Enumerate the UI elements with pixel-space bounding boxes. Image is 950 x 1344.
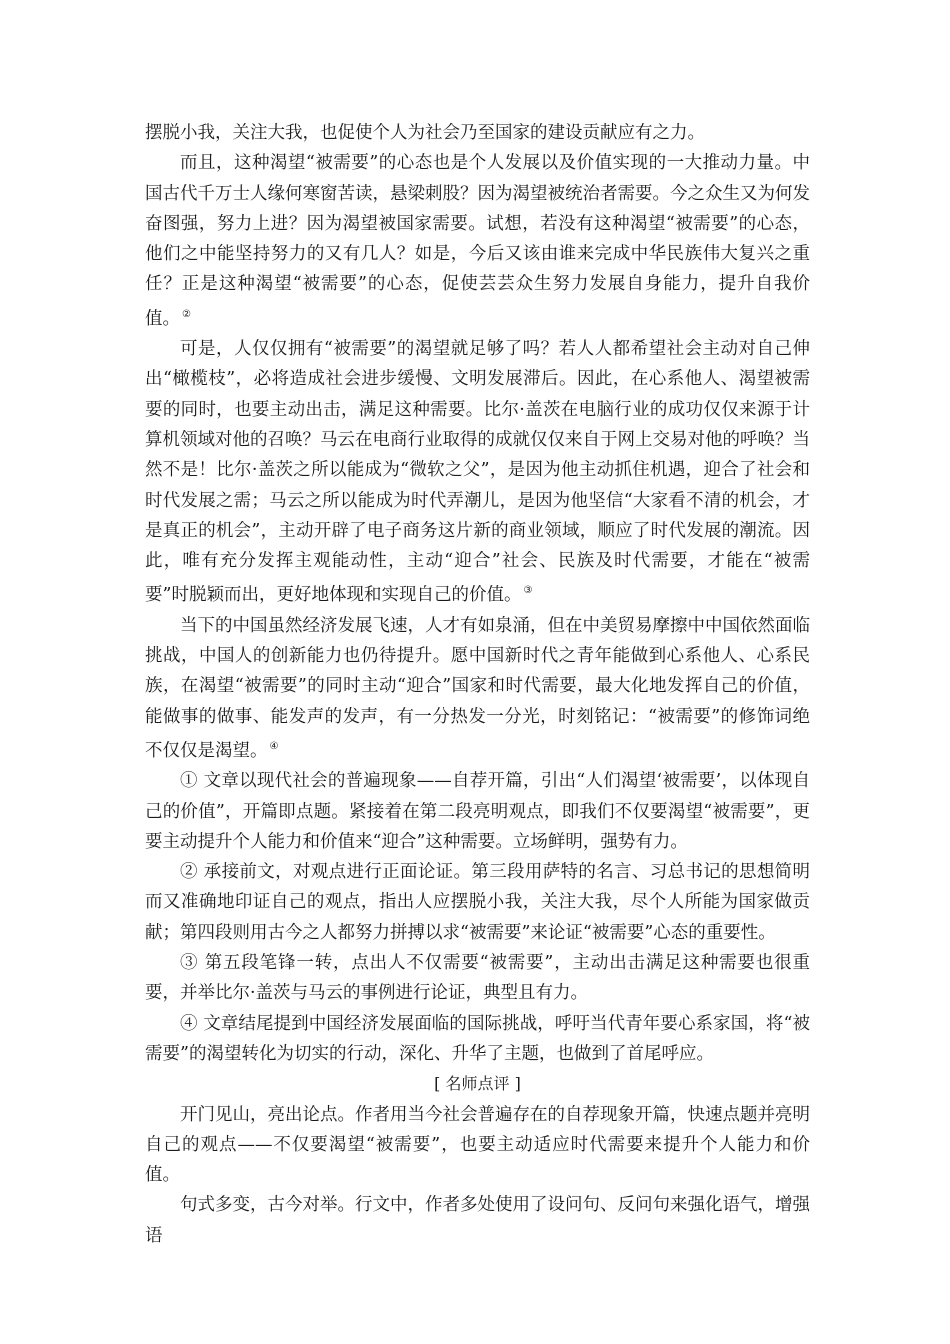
- footnote-mark-3: ③: [523, 585, 533, 597]
- paragraph-2: 而且，这种渴望“被需要”的心态也是个人发展以及价值实现的一大推动力量。中国古代千万士人缘何寒窗苦读，悬梁刺股？因为渴望被统治者需要。今之众生又为何发奋图强，努力上进？因为渴望被国家需要。试想，若没有这种渴望“被需要”的心态，他们之中能坚持努力的又有几人？如是，今后又该由谁来完成中华民族伟大复兴之重任？正是这种渴望“被需要”的心态，促使芸芸众生努力发展自身能力，提升自我价值。 ②: [145, 153, 810, 329]
- annotation-3: ③ 第五段笔锋一转，点出人不仅需要“被需要”，主动出击满足这种需要也很重要，并举比尔·盖茨与马云的事例进行论证，典型且有力。: [145, 953, 810, 1004]
- comment-1: 开门见山，亮出论点。作者用当今社会普遍存在的自荐现象开篇，快速点题并亮明自己的观点——不仅要渴望“被需要”，也要主动适应时代需要来提升个人能力和价值。: [145, 1104, 810, 1186]
- comment-2: 句式多变，古今对举。行文中，作者多处使用了设问句、反问句来强化语气，增强语: [145, 1195, 810, 1246]
- annotation-4: ④ 文章结尾提到中国经济发展面临的国际挑战，呼吁当代青年要心系家国，将“被需要”的渴望转化为切实的行动，深化、升华了主题，也做到了首尾呼应。: [145, 1013, 810, 1064]
- section-heading: [ 名师点评 ]: [434, 1074, 521, 1094]
- annotation-1: ① 文章以现代社会的普遍现象——自荐开篇，引出“人们渴望‘被需要’，以体现自己的价值”，开篇即点题。紧接着在第二段亮明观点，即我们不仅要渴望“被需要”，更要主动提升个人能力和价值来“迎合”这种需要。立场鲜明，强势有力。: [145, 771, 810, 852]
- footnote-mark-4: ④: [269, 740, 279, 752]
- paragraph-3: 可是，人仅仅拥有“被需要”的渴望就足够了吗？若人人都希望社会主动对自己伸出“橄榄枝”，必将造成社会进步缓慢、文明发展滞后。因此，在心系他人、渴望被需要的同时，也要主动出击，满足这种需要。比尔·盖茨在电脑行业的成功仅仅来源于计算机领域对他的召唤？马云在电商行业取得的成就仅仅来自于网上交易对他的呼唤？当然不是！比尔·盖茨之所以能成为“微软之父”，是因为他主动抓住机遇，迎合了社会和时代发展之需；马云之所以能成为时代弄潮儿，是因为他坚信“大家看不清的机会，才是真正的机会”，主动开辟了电子商务这片新的商业领域，顺应了时代发展的潮流。因此，唯有充分发挥主观能动性，主动“迎合”社会、民族及时代需要，才能在“被需要”时脱颖而出，更好地体现和实现自己的价值。 ③: [145, 339, 810, 606]
- paragraph-1: 摆脱小我，关注大我，也促使个人为社会乃至国家的建设贡献应有之力。: [145, 123, 705, 143]
- annotation-2: ② 承接前文，对观点进行正面论证。第三段用萨特的名言、习总书记的思想简明而又准确地印证自己的观点，指出人应摆脱小我，关注大我，尽个人所能为国家做贡献；第四段则用古今之人都努力拼搏以求“被需要”来论证“被需要”心态的重要性。: [145, 862, 810, 943]
- paragraph-4: 当下的中国虽然经济发展飞速，人才有如泉涌，但在中美贸易摩擦中中国依然面临挑战，中国人的创新能力也仍待提升。愿中国新时代之青年能做到心系他人、心系民族，在渴望“被需要”的同时主动“迎合”国家和时代需要，最大化地发挥自己的价值，能做事的做事、能发声的发声，有一分热发一分光，时刻铭记：“被需要”的修饰词绝不仅仅是渴望。 ④: [145, 615, 810, 761]
- footnote-mark-2: ②: [182, 308, 191, 320]
- article-body: [145, 118, 810, 1251]
